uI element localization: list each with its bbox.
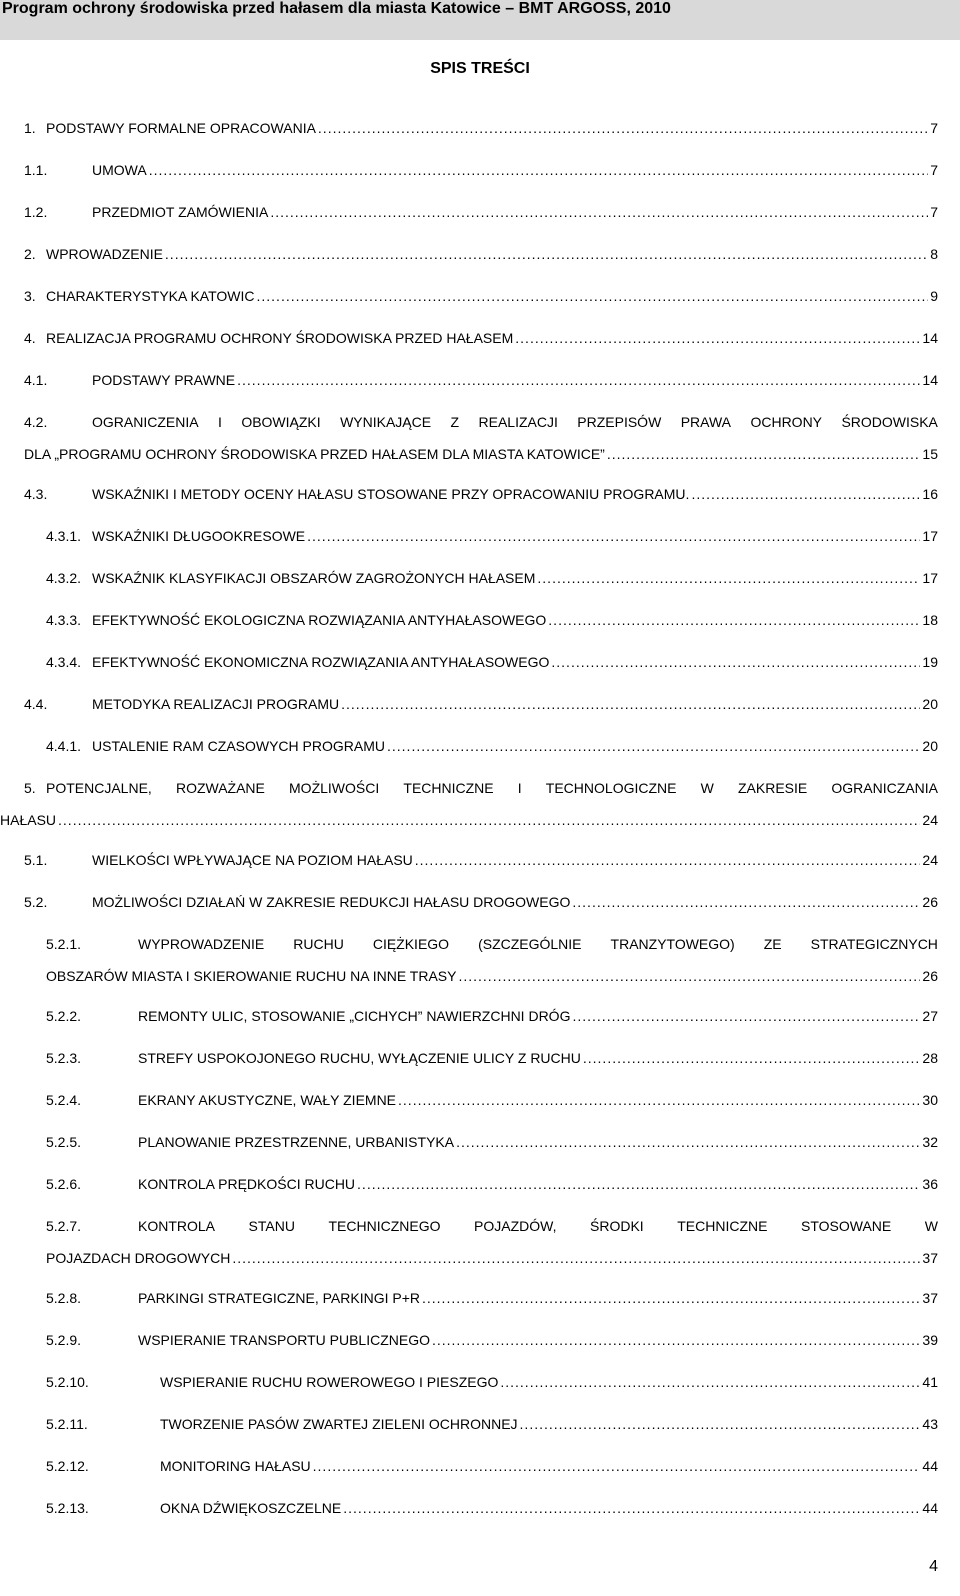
dot-leader — [257, 286, 929, 306]
toc-entry[interactable] — [0, 484, 960, 508]
toc-entry[interactable] — [0, 1456, 960, 1480]
dot-leader — [551, 652, 920, 672]
toc-entry-number: 2. — [24, 246, 36, 262]
dot-leader — [515, 328, 920, 348]
toc-entry-page: 27 — [922, 1008, 938, 1024]
dot-leader — [318, 118, 928, 138]
toc-entry[interactable] — [0, 694, 960, 718]
toc-entry-number: 4.4.1. — [46, 738, 82, 754]
toc-entry[interactable] — [0, 1216, 960, 1276]
toc-entry-number: 1. — [24, 120, 36, 136]
toc-entry-word: ŚRODKI — [590, 1218, 644, 1234]
toc-entry-page: 30 — [922, 1092, 938, 1108]
dot-leader — [583, 1048, 921, 1068]
toc-entry-title: KONTROLA PRĘDKOŚCI RUCHU — [138, 1176, 356, 1192]
dot-leader — [572, 1006, 920, 1026]
toc-entry-number: 5.1. — [24, 852, 48, 868]
toc-entry[interactable] — [0, 526, 960, 550]
toc-entry-page: 7 — [930, 204, 938, 220]
toc-entry-page: 36 — [922, 1176, 938, 1192]
toc-entry-title: PODSTAWY FORMALNE OPRACOWANIA — [46, 120, 316, 136]
toc-entry-word: W — [700, 780, 714, 796]
toc-entry-number: 5.2.12. — [46, 1458, 89, 1474]
toc-entry-page: 14 — [922, 372, 938, 388]
toc-entry-word: STANU — [248, 1218, 295, 1234]
toc-entry-word: OBOWIĄZKI — [241, 414, 321, 430]
dot-leader — [520, 1414, 921, 1434]
toc-entry-title: WSPIERANIE RUCHU ROWEROWEGO I PIESZEGO — [160, 1374, 499, 1390]
toc-entry-title-line1 — [138, 1216, 938, 1236]
toc-entry-word: PRAWA — [680, 414, 732, 430]
dot-leader — [149, 160, 929, 180]
toc-entry-page: 7 — [930, 162, 938, 178]
toc-entry-word: KONTROLA — [138, 1218, 216, 1234]
toc-entry-number: 5.2.7. — [46, 1218, 82, 1234]
page-number: 4 — [929, 1558, 938, 1575]
dot-leader — [548, 610, 920, 630]
dot-leader — [313, 1456, 921, 1476]
toc-entry-number: 5.2.11. — [46, 1416, 88, 1432]
toc-entry[interactable] — [0, 1048, 960, 1072]
toc-entry[interactable] — [0, 736, 960, 760]
toc-entry-word: OGRANICZENIA — [92, 414, 199, 430]
toc-entry-page: 9 — [930, 288, 938, 304]
toc-entry-page: 16 — [922, 486, 938, 502]
toc-entry[interactable] — [0, 412, 960, 472]
toc-entry-title-line2: DLA „PROGRAMU OCHRONY ŚRODOWISKA PRZED HAŁASEM DLA MIASTA KATOWICE” — [24, 446, 605, 462]
toc-entry-word: I — [517, 780, 522, 796]
toc-entry-title-line2: POJAZDACH DROGOWYCH — [46, 1250, 231, 1266]
dot-leader — [537, 568, 920, 588]
toc-entry-title: OKNA DŹWIĘKOSZCZELNE — [160, 1500, 342, 1516]
toc-entry-title: WSKAŹNIKI I METODY OCENY HAŁASU STOSOWANE PRZY OPRACOWANIU PROGRAMU. — [92, 486, 690, 502]
dot-leader — [422, 1288, 920, 1308]
toc-entry-number: 5.2.6. — [46, 1176, 82, 1192]
dot-leader — [307, 526, 920, 546]
toc-entry-number: 5. — [24, 780, 36, 796]
toc-entry-title: WIELKOŚCI WPŁYWAJĄCE NA POZIOM HAŁASU — [92, 852, 413, 868]
toc-entry-number: 4.3.3. — [46, 612, 82, 628]
toc-entry-number: 5.2. — [24, 894, 48, 910]
toc-entry-title: PODSTAWY PRAWNE — [92, 372, 236, 388]
toc-entry-number: 5.2.1. — [46, 936, 82, 952]
toc-entry[interactable] — [0, 892, 960, 916]
toc-entry-word: ROZWAŻANE — [175, 780, 265, 796]
toc-entry[interactable] — [0, 244, 960, 268]
header-text: Program ochrony środowiska przed hałasem dla miasta Katowice – BMT ARGOSS, 2010 — [2, 0, 671, 17]
toc-entry-number: 5.2.2. — [46, 1008, 82, 1024]
toc-entry-number: 4.2. — [24, 414, 48, 430]
toc-entry-page: 32 — [922, 1134, 938, 1150]
toc-entry-page: 37 — [922, 1250, 938, 1266]
toc-entry-title-line2: OBSZARÓW MIASTA I SKIEROWANIE RUCHU NA INNE TRASY — [46, 968, 457, 984]
toc-entry-title-line2: HAŁASU — [0, 812, 57, 828]
toc-title: SPIS TREŚCI — [430, 60, 530, 77]
toc-entry-title: PRZEDMIOT ZAMÓWIENIA — [92, 204, 269, 220]
toc-entry-word: CIĘŻKIEGO — [372, 936, 450, 952]
toc-entry-number: 4.3.1. — [46, 528, 82, 544]
toc-entry-page: 14 — [922, 330, 938, 346]
toc-entry-title: USTALENIE RAM CZASOWYCH PROGRAMU — [92, 738, 385, 754]
dot-leader — [232, 1248, 920, 1268]
toc-entry-page: 44 — [922, 1500, 938, 1516]
toc-entry[interactable] — [0, 568, 960, 592]
toc-entry-page: 26 — [922, 968, 938, 984]
dot-leader — [456, 1132, 920, 1152]
toc-entry-word: STOSOWANE — [801, 1218, 892, 1234]
toc-entry-page: 43 — [922, 1416, 938, 1432]
dot-leader — [500, 1372, 920, 1392]
dot-leader — [270, 202, 928, 222]
toc-entry-title: STREFY USPOKOJONEGO RUCHU, WYŁĄCZENIE ULICY Z RUCHU — [138, 1050, 581, 1066]
toc-entry-title: CHARAKTERYSTYKA KATOWIC — [46, 288, 255, 304]
toc-entry-number: 4.3. — [24, 486, 48, 502]
toc-entry-word: ZAKRESIE — [737, 780, 808, 796]
toc-entry-word: STRATEGICZNYCH — [810, 936, 938, 952]
toc-entry-page: 17 — [922, 570, 938, 586]
toc-entry[interactable] — [0, 1372, 960, 1396]
toc-entry-title: PARKINGI STRATEGICZNE, PARKINGI P+R — [138, 1290, 420, 1306]
toc-entry-title: REMONTY ULIC, STOSOWANIE „CICHYCH” NAWIERZCHNI DRÓG — [138, 1008, 571, 1024]
toc-entry[interactable] — [0, 850, 960, 874]
toc-entry-title: METODYKA REALIZACJI PROGRAMU — [92, 696, 340, 712]
toc-entry-word: W — [924, 1218, 938, 1234]
toc-entry-page: 18 — [922, 612, 938, 628]
toc-entry-word: TECHNICZNE — [403, 780, 494, 796]
toc-entry[interactable] — [0, 778, 960, 838]
toc-entry-number: 5.2.3. — [46, 1050, 82, 1066]
toc-entry-title: WSPIERANIE TRANSPORTU PUBLICZNEGO — [138, 1332, 430, 1348]
dot-leader — [458, 966, 920, 986]
toc-entry-word: WYPROWADZENIE — [138, 936, 265, 952]
toc-entry[interactable] — [0, 1132, 960, 1156]
toc-entry-page: 41 — [922, 1374, 938, 1390]
toc-entry-title: UMOWA — [92, 162, 147, 178]
toc-entry-number: 5.2.13. — [46, 1500, 89, 1516]
toc-entry[interactable] — [0, 1174, 960, 1198]
toc-entry-title: REALIZACJA PROGRAMU OCHRONY ŚRODOWISKA PRZED HAŁASEM — [46, 330, 514, 346]
toc-entry-number: 3. — [24, 288, 36, 304]
toc-entry-number: 4.3.4. — [46, 654, 82, 670]
toc-entry[interactable] — [0, 934, 960, 994]
toc-entry-title-line1 — [92, 412, 938, 432]
dot-leader — [607, 444, 921, 464]
toc-entry-word: POJAZDÓW, — [474, 1218, 557, 1234]
toc-entry-number: 5.2.4. — [46, 1092, 82, 1108]
toc-entry-word: ZE — [763, 936, 782, 952]
toc-entry-page: 26 — [922, 894, 938, 910]
toc-entry-word: OGRANICZANIA — [831, 780, 938, 796]
dot-leader — [415, 850, 921, 870]
toc-entry-word: RUCHU — [293, 936, 344, 952]
toc-entry-title: WSKAŹNIK KLASYFIKACJI OBSZARÓW ZAGROŻONYCH HAŁASEM — [92, 570, 536, 586]
toc-entry-page: 28 — [922, 1050, 938, 1066]
toc-entry-title-line1 — [138, 934, 938, 954]
toc-entry-word: POTENCJALNE, — [46, 780, 152, 796]
toc-entry-page: 7 — [930, 120, 938, 136]
toc-entry-page: 19 — [922, 654, 938, 670]
toc-entry-page: 17 — [922, 528, 938, 544]
toc-entry[interactable] — [0, 118, 960, 142]
toc-entry-word: I — [218, 414, 222, 430]
toc-entry-number: 4. — [24, 330, 36, 346]
toc-entry-word: ŚRODOWISKA — [841, 414, 938, 430]
toc-entry[interactable] — [0, 1498, 960, 1522]
toc-entry[interactable] — [0, 1288, 960, 1312]
toc-entry-page: 15 — [922, 446, 938, 462]
toc-entry-word: PRZEPISÓW — [577, 414, 662, 430]
toc-entry[interactable] — [0, 652, 960, 676]
document-header — [0, 0, 960, 40]
toc-entry-number: 5.2.5. — [46, 1134, 82, 1150]
dot-leader — [691, 484, 920, 504]
toc-entry[interactable] — [0, 1330, 960, 1354]
toc-entry[interactable] — [0, 1414, 960, 1438]
toc-entry-word: REALIZACJI — [478, 414, 558, 430]
toc-entry[interactable] — [0, 328, 960, 352]
toc-entry-word: TECHNICZNEGO — [328, 1218, 441, 1234]
toc-entry[interactable] — [0, 610, 960, 634]
toc-entry-page: 24 — [922, 812, 938, 828]
dot-leader — [398, 1090, 920, 1110]
toc-entry[interactable] — [0, 286, 960, 310]
toc-entry-number: 1.1. — [24, 162, 48, 178]
toc-entry-title-line1 — [46, 778, 938, 798]
toc-entry-title: EFEKTYWNOŚĆ EKOLOGICZNA ROZWIĄZANIA ANTYHAŁASOWEGO — [92, 612, 547, 628]
toc-entry-title: EFEKTYWNOŚĆ EKONOMICZNA ROZWIĄZANIA ANTYHAŁASOWEGO — [92, 654, 550, 670]
toc-entry-word: TRANZYTOWEGO) — [610, 936, 735, 952]
dot-leader — [343, 1498, 920, 1518]
toc-entry-word: Z — [450, 414, 460, 430]
dot-leader — [432, 1330, 920, 1350]
toc-entry-number: 5.2.9. — [46, 1332, 82, 1348]
toc-entry-title: MONITORING HAŁASU — [160, 1458, 311, 1474]
toc-entry[interactable] — [0, 1006, 960, 1030]
dot-leader — [357, 1174, 920, 1194]
toc-entry-page: 20 — [922, 696, 938, 712]
toc-entry-word: MOŻLIWOŚCI — [289, 780, 380, 796]
toc-entry-word: TECHNICZNE — [677, 1218, 768, 1234]
toc-entry-number: 4.1. — [24, 372, 48, 388]
toc-entry-page: 39 — [922, 1332, 938, 1348]
toc-entry-page: 20 — [922, 738, 938, 754]
toc-entry-number: 5.2.10. — [46, 1374, 89, 1390]
dot-leader — [58, 810, 920, 830]
dot-leader — [387, 736, 920, 756]
dot-leader — [165, 244, 928, 264]
toc-entry-number: 1.2. — [24, 204, 48, 220]
toc-entry-word: OCHRONY — [750, 414, 823, 430]
toc-entry[interactable] — [0, 202, 960, 226]
toc-entry-word: (SZCZEGÓLNIE — [478, 936, 582, 952]
toc-entry-title: WSKAŹNIKI DŁUGOOKRESOWE — [92, 528, 306, 544]
toc-entry-page: 8 — [930, 246, 938, 262]
toc-entry-title: EKRANY AKUSTYCZNE, WAŁY ZIEMNE — [138, 1092, 397, 1108]
dot-leader — [341, 694, 920, 714]
toc-entry-page: 44 — [922, 1458, 938, 1474]
toc-entry-number: 4.4. — [24, 696, 48, 712]
toc-entry-page: 24 — [922, 852, 938, 868]
toc-entry-number: 5.2.8. — [46, 1290, 82, 1306]
toc-entry-title: WPROWADZENIE — [46, 246, 163, 262]
toc-entry[interactable] — [0, 370, 960, 394]
toc-entry-number: 4.3.2. — [46, 570, 82, 586]
toc-entry-word: WYNIKAJĄCE — [340, 414, 432, 430]
toc-entry-page: 37 — [922, 1290, 938, 1306]
toc-entry-title: PLANOWANIE PRZESTRZENNE, URBANISTYKA — [138, 1134, 455, 1150]
toc-entry-word: TECHNOLOGICZNE — [545, 780, 677, 796]
toc-entry-title: MOŻLIWOŚCI DZIAŁAŃ W ZAKRESIE REDUKCJI HAŁASU DROGOWEGO — [92, 894, 571, 910]
toc-entry-title: TWORZENIE PASÓW ZWARTEJ ZIELENI OCHRONNEJ — [160, 1416, 518, 1432]
toc-entry[interactable] — [0, 1090, 960, 1114]
dot-leader — [237, 370, 920, 390]
dot-leader — [572, 892, 920, 912]
toc-entry[interactable] — [0, 160, 960, 184]
